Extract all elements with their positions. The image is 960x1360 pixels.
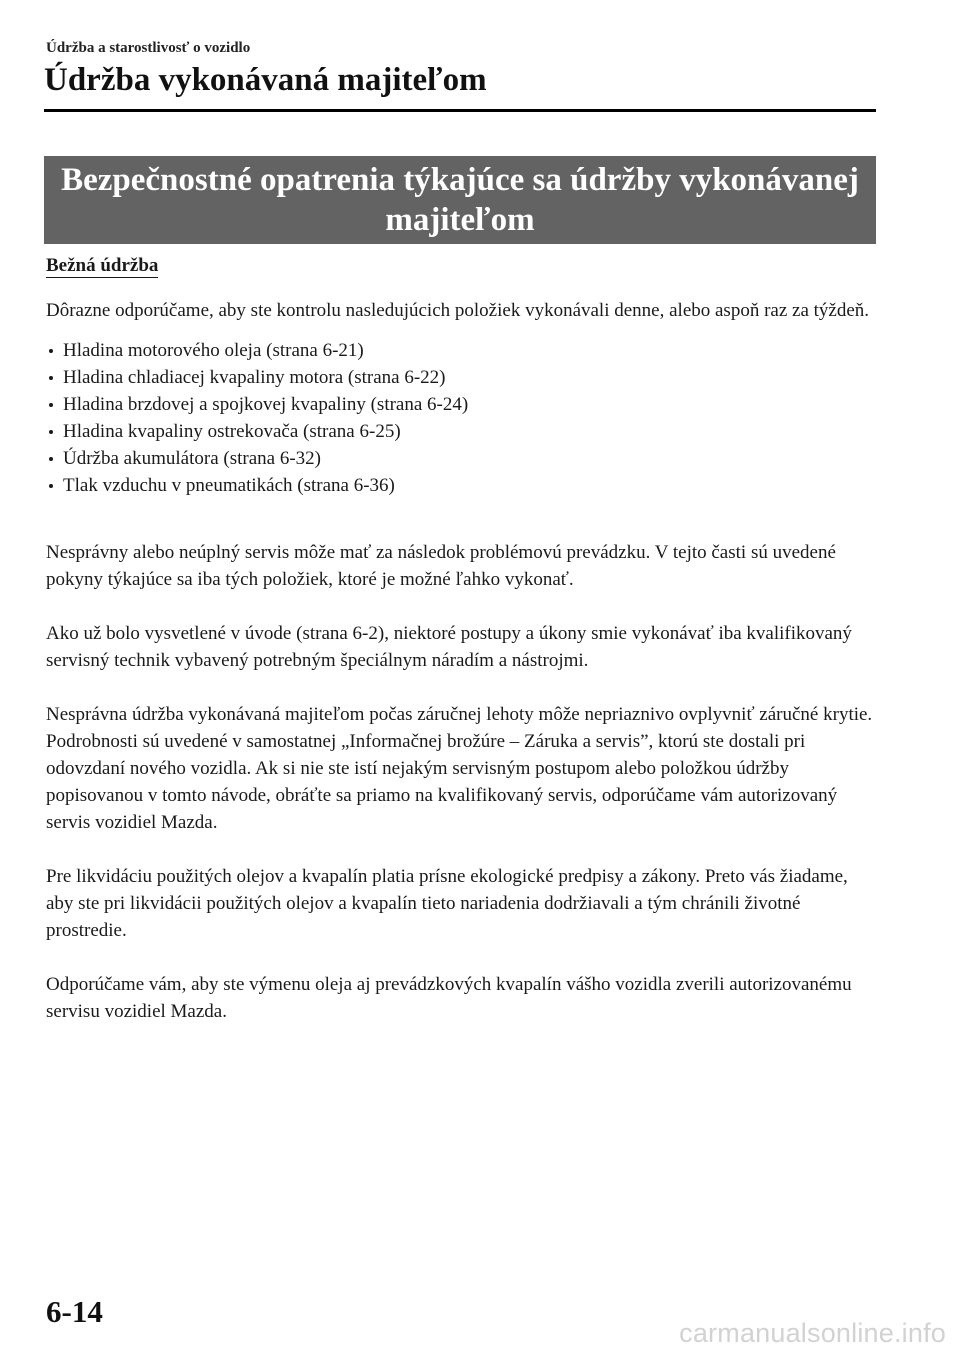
list-item-text: Hladina motorového oleja (strana 6-21) [63,340,364,361]
list-item [46,445,874,472]
bullet-icon [49,457,53,461]
page-title: Údržba vykonávaná majiteľom [44,62,487,98]
bullet-icon [49,376,53,380]
checklist [46,337,874,499]
paragraph-warranty: Nesprávna údržba vykonávaná majiteľom počas záručnej lehoty môže nepriaznivo ovplyvniť záručné krytie. Podrobnosti sú uvedené v samostatnej „Informačnej brožúre – Záruka a servis”, ktorú ste dostali pri odovzdaní nového vozidla. Ak si nie ste istí nejakým servisným postupom alebo položkou údržby popisovanou v tomto návode, obráťte sa priamo na kvalifikovaný servis, odporúčame vám autorizovaný servis vozidiel Mazda. [46,704,873,833]
list-item [46,364,874,391]
list-item [46,391,874,418]
watermark: carmanualsonline.info [679,1318,946,1348]
intro-paragraph: Dôrazne odporúčame, aby ste kontrolu nasledujúcich položiek vykonávali denne, alebo aspoň raz za týždeň. [46,300,870,321]
paragraph-service-warning: Nesprávny alebo neúplný servis môže mať za následok problémovú prevádzku. V tejto časti sú uvedené pokyny týkajúce sa iba tých položiek, ktoré je možné ľahko vykonať. [46,542,836,590]
list-item-text: Hladina brzdovej a spojkovej kvapaliny (strana 6-24) [63,394,469,415]
section-banner: Bezpečnostné opatrenia týkajúce sa údržby vykonávanej majiteľom [44,156,876,244]
list-item-text: Hladina chladiacej kvapaliny motora (strana 6-22) [63,367,446,388]
list-item-text: Tlak vzduchu v pneumatikách (strana 6-36) [63,475,395,496]
list-item [46,418,874,445]
list-item-text: Údržba akumulátora (strana 6-32) [63,448,321,469]
list-item [46,337,874,364]
bullet-icon [49,403,53,407]
list-item [46,472,874,499]
bullet-icon [49,349,53,353]
list-item-text: Hladina kvapaliny ostrekovača (strana 6-25) [63,421,401,442]
bullet-icon [49,484,53,488]
paragraph-qualified-technician: Ako už bolo vysvetlené v úvode (strana 6-2), niektoré postupy a úkony smie vykonávať iba kvalifikovaný servisný technik vybavený potrebným špeciálnym náradím a nástrojmi. [46,623,852,671]
breadcrumb: Údržba a starostlivosť o vozidlo [46,40,251,56]
paragraph-disposal: Pre likvidáciu použitých olejov a kvapalín platia prísne ekologické predpisy a zákony. Preto vás žiadame, aby ste pri likvidácii použitých olejov a kvapalín tieto nariadenia dodržiavali a tým chránili životné prostredie. [46,866,848,941]
main-content [46,252,874,1025]
bullet-icon [49,430,53,434]
page-number: 6-14 [46,1294,103,1329]
subheading: Bežná údržba [46,255,159,276]
title-divider [44,109,876,112]
paragraph-recommendation: Odporúčame vám, aby ste výmenu oleja aj prevádzkových kvapalín vášho vozidla zverili autorizovanému servisu vozidiel Mazda. [46,974,852,1022]
